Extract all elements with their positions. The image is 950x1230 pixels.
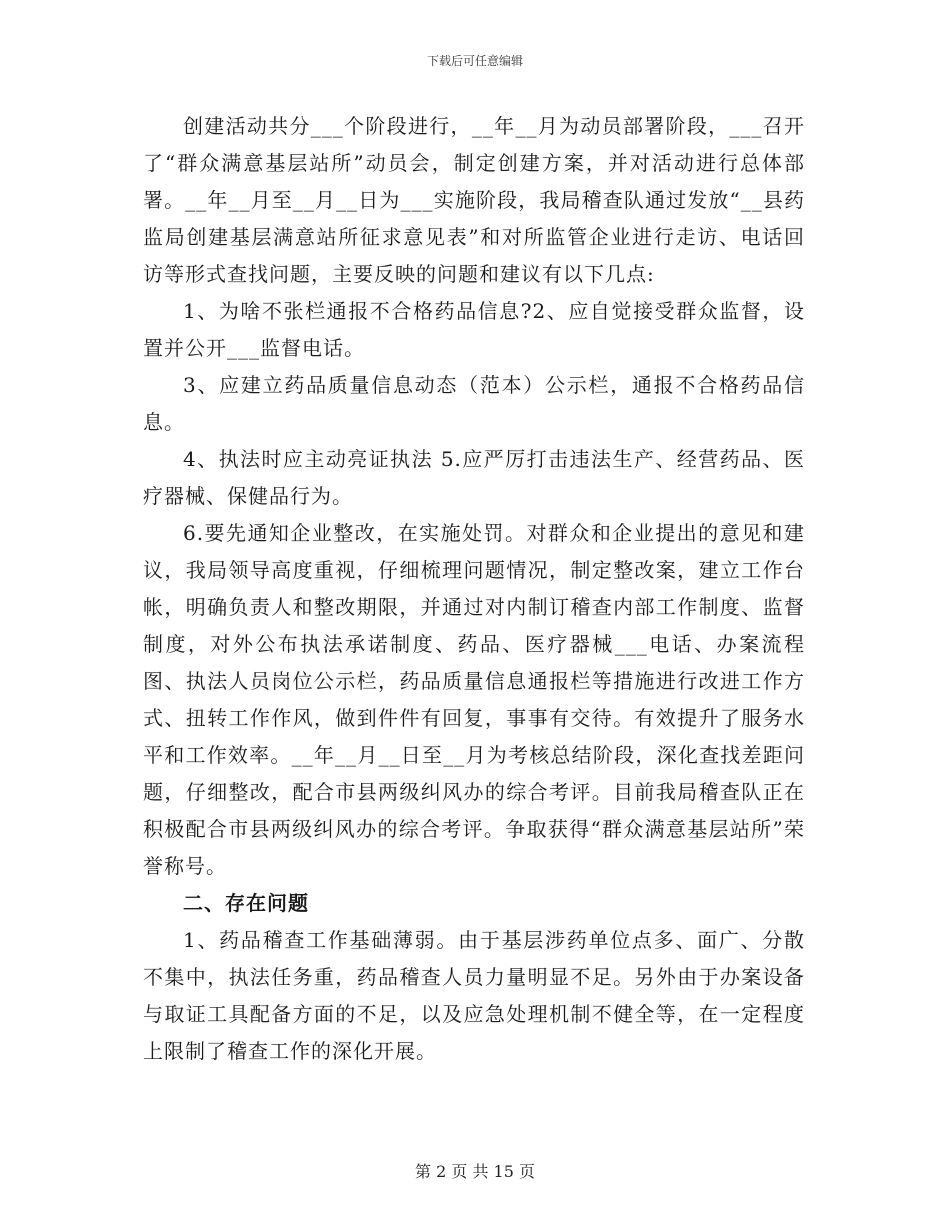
body-paragraph: 4、执法时应主动亮证执法 5.应严厉打击违法生产、经营药品、医疗器械、保健品行为。	[143, 447, 805, 508]
document-body	[143, 108, 805, 1070]
body-paragraph: 6.要先通知企业整改，在实施处罚。对群众和企业提出的意见和建议，我局领导高度重视，仔细梳理问题情况，制定整改案，建立工作台帐，明确负责人和整改期限，并通过对内制订稽查内部工作制度、监督制度，对外公布执法承诺制度、药品、医疗器械___电话、办案流程图、执法人员岗位公示栏，药品质量信息通报栏等措施进行改进工作方式、扭转工作作风，做到件件有回复，事事有交待。有效提升了服务水平和工作效率。__年__月__日至__月为考核总结阶段，深化查找差距问题，仔细整改，配合市县两级纠风办的综合考评。目前我局稽查队正在积极配合市县两级纠风办的综合考评。争取获得“群众满意基层站所”荣誉称号。	[143, 521, 805, 878]
page-footer: 第 2 页 共 15 页	[415, 1162, 535, 1181]
body-paragraph: 创建活动共分___个阶段进行，__年__月为动员部署阶段，___召开了“群众满意基层站所”动员会，制定创建方案，并对活动进行总体部署。__年__月至__月__日为___实施阶段，我局稽查队通过发放“__县药监局创建基层满意站所征求意见表”和对所监管企业进行走访、电话回访等形式查找问题，主要反映的问题和建议有以下几点:	[143, 114, 805, 286]
body-paragraph: 1、为啥不张栏通报不合格药品信息?2、应自觉接受群众监督，设置并公开___监督电话。	[143, 299, 805, 360]
page-header: 下载后可任意编辑	[426, 54, 523, 68]
section-paragraph: 1、药品稽查工作基础薄弱。由于基层涉药单位点多、面广、分散不集中，执法任务重，药品稽查人员力量明显不足。另外由于办案设备与取证工具配备方面的不足，以及应急处理机制不健全等，在一定程度上限制了稽查工作的深化开展。	[143, 928, 805, 1063]
body-paragraph: 3、应建立药品质量信息动态（范本）公示栏，通报不合格药品信息。	[143, 373, 805, 434]
section-heading: 二、存在问题	[183, 891, 309, 915]
